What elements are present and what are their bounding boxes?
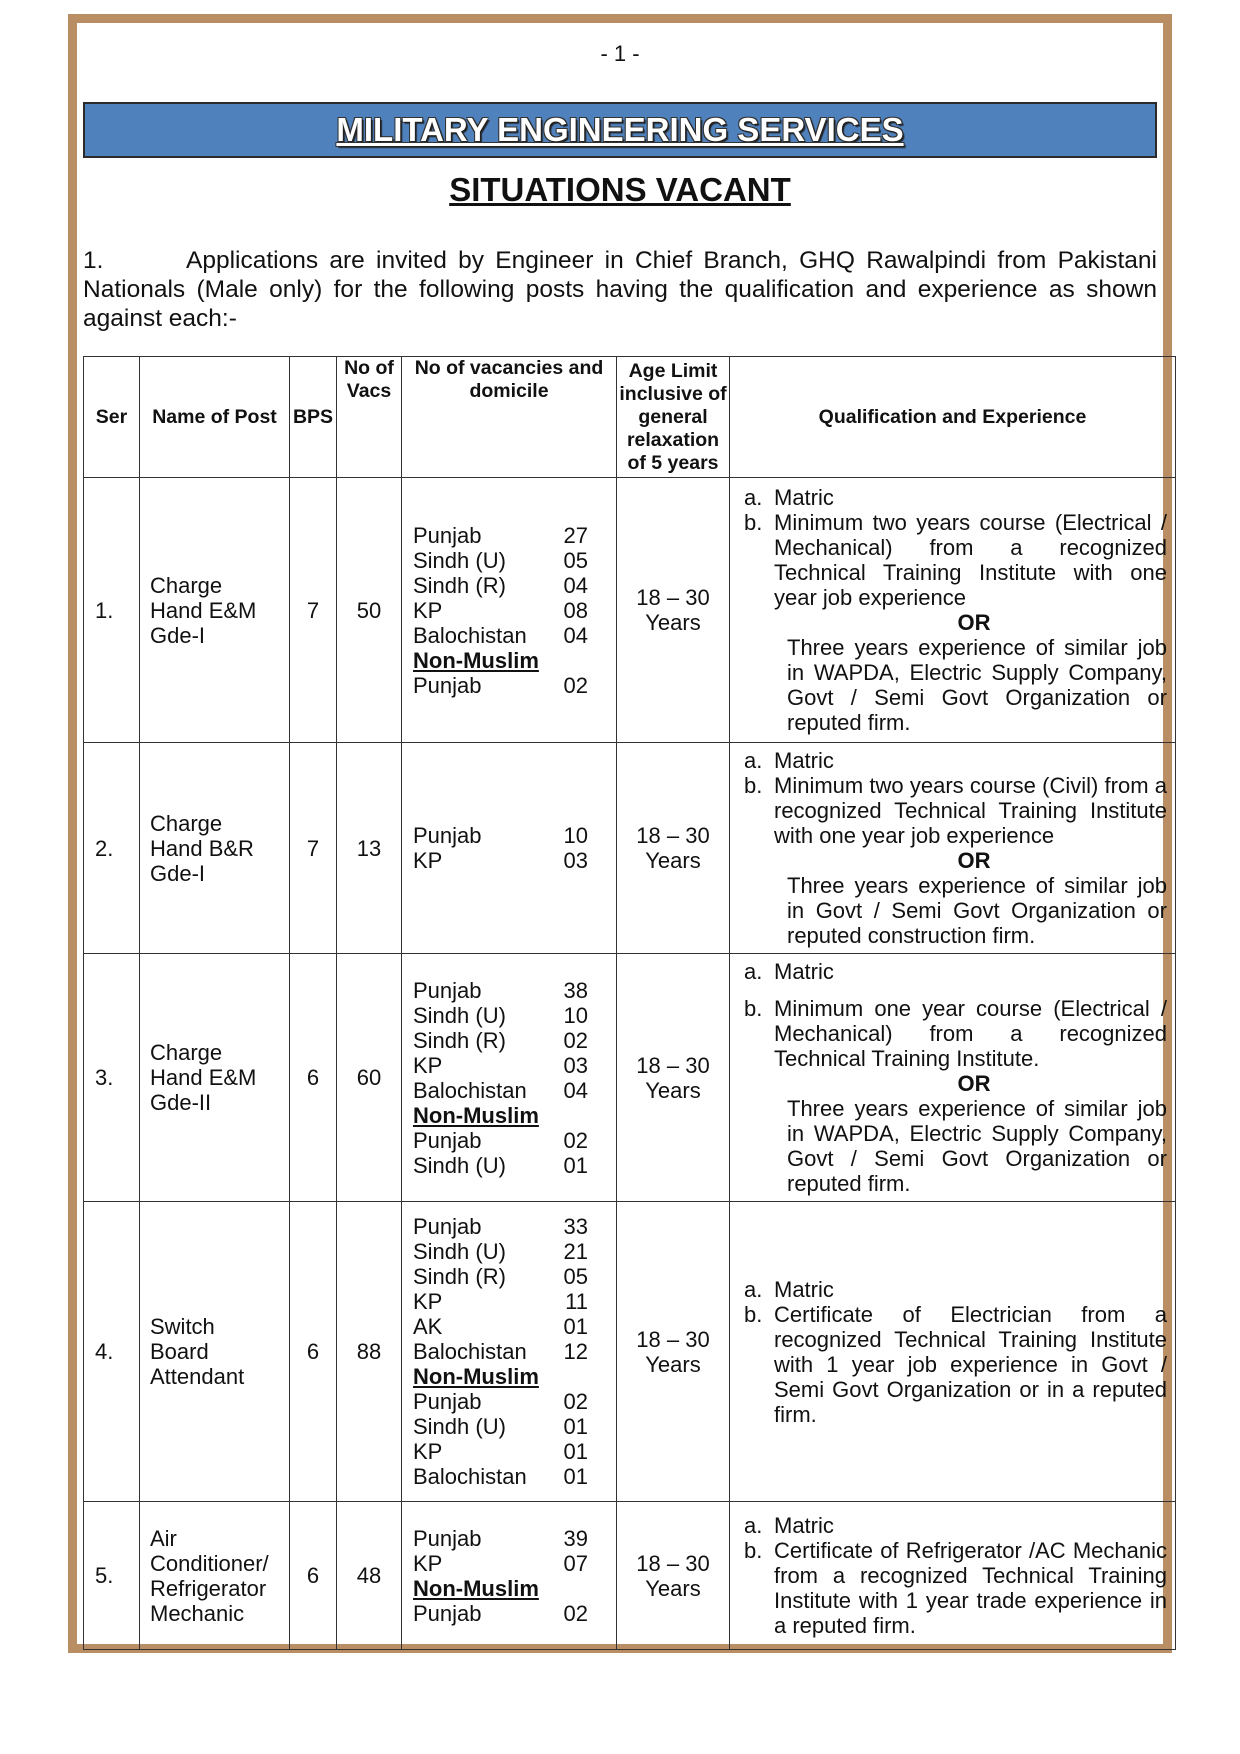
domicile-cell (402, 478, 617, 743)
spacer (731, 984, 1174, 996)
item-letter: b. (744, 773, 763, 798)
bps-cell: 6 (290, 954, 337, 1202)
post-name-line: Hand E&M (150, 1065, 257, 1090)
domicile-count: 04 (563, 622, 588, 648)
or-separator: OR (957, 1071, 991, 1096)
age-line: Years (645, 1575, 701, 1601)
domicile-count: 02 (563, 1027, 588, 1053)
domicile-name: Punjab (413, 522, 482, 548)
col-bps: BPS (290, 357, 337, 478)
non-muslim-heading: Non-Muslim (413, 647, 539, 673)
age-limit-cell (617, 954, 730, 1202)
ser-cell: 4. (84, 1202, 140, 1502)
vacs-cell: 48 (337, 1502, 402, 1650)
domicile-name: KP (413, 848, 443, 873)
table-row (84, 743, 1176, 954)
table-row (84, 954, 1176, 1202)
qualification-a (731, 485, 1174, 510)
post-name-cell (140, 743, 290, 954)
domicile-name: Punjab (413, 672, 482, 698)
post-name-line: Conditioner/ (150, 1550, 269, 1576)
domicile-entry (413, 623, 588, 648)
header-banner (83, 102, 1157, 158)
domicile-count: 02 (563, 1600, 588, 1626)
domicile-count: 21 (563, 1239, 588, 1264)
post-name-line: Gde-I (150, 860, 206, 886)
qualification-b (731, 510, 1174, 610)
qualification-cell (730, 1202, 1176, 1502)
qualification-b (731, 1302, 1174, 1427)
domicile-count: 02 (563, 1127, 588, 1153)
post-name-cell (140, 1502, 290, 1650)
domicile-entry (413, 1389, 588, 1414)
ser-cell: 2. (84, 743, 140, 954)
age-line: 18 – 30 (636, 1326, 710, 1352)
vacs-cell: 50 (337, 478, 402, 743)
qualification-a (731, 1277, 1174, 1302)
domicile-cell (402, 954, 617, 1202)
domicile-count: 04 (563, 572, 588, 598)
domicile-entry (413, 573, 588, 598)
item-letter: a. (744, 1276, 763, 1302)
qualification-cell (730, 743, 1176, 954)
domicile-name: Punjab (413, 1600, 482, 1626)
domicile-entry (413, 1239, 588, 1264)
col-domicile: No of vacancies and domicile (402, 357, 617, 478)
ser-cell: 1. (84, 478, 140, 743)
domicile-name: KP (413, 1550, 443, 1576)
item-text: Minimum two years course (Electrical / Mechanical) from a recognized Technical Training Institute with one year job experience (774, 510, 1167, 610)
domicile-name: KP (413, 1289, 443, 1314)
item-text: Minimum two years course (Civil) from a recognized Technical Training Institute with one year job experience (774, 773, 1167, 848)
non-muslim-heading: Non-Muslim (413, 1575, 539, 1601)
qualification-cell (730, 954, 1176, 1202)
qualification-alternative: Three years experience of similar job in Govt / Semi Govt Organization or reputed construction firm. (787, 873, 1167, 948)
qualification-a (731, 959, 1174, 984)
domicile-name: Balochistan (413, 1077, 527, 1103)
domicile-count: 11 (565, 1289, 588, 1314)
item-letter: a. (744, 1513, 763, 1538)
intro-text: Applications are invited by Engineer in Chief Branch, GHQ Rawalpindi from Pakistani Nationals (Male only) for the following posts having the qualification and experience as shown against each:- (83, 247, 1157, 332)
domicile-count: 10 (563, 823, 588, 848)
domicile-count: 05 (563, 547, 588, 573)
item-text: Matric (774, 1513, 834, 1538)
bps-cell: 6 (290, 1502, 337, 1650)
domicile-name: Sindh (R) (413, 1027, 506, 1053)
domicile-entry (413, 1439, 588, 1464)
post-name-line: Refrigerator (150, 1575, 267, 1601)
domicile-count: 07 (563, 1550, 588, 1576)
domicile-count: 01 (563, 1414, 588, 1439)
table-row (84, 1202, 1176, 1502)
age-line: Years (645, 848, 701, 873)
item-text: Minimum one year course (Electrical / Mechanical) from a recognized Technical Training Institute. (774, 996, 1167, 1071)
domicile-name: Punjab (413, 1214, 482, 1239)
item-text: Certificate of Refrigerator /AC Mechanic from a recognized Technical Training Institute with 1 year trade experience in a reputed firm. (774, 1538, 1167, 1638)
domicile-name: Punjab (413, 1127, 482, 1153)
bps-cell: 7 (290, 743, 337, 954)
post-name-line: Hand B&R (150, 835, 254, 861)
domicile-entry (413, 1314, 588, 1339)
domicile-count: 02 (563, 1389, 588, 1414)
age-limit-cell (617, 478, 730, 743)
col-post: Name of Post (140, 357, 290, 478)
item-text: Certificate of Electrician from a recognized Technical Training Institute with 1 year job experience in Govt / Semi Govt Organization or in a reputed firm. (774, 1301, 1167, 1427)
domicile-entry (413, 1289, 588, 1314)
table-row (84, 1502, 1176, 1650)
domicile-count: 39 (563, 1525, 588, 1551)
ser-cell: 3. (84, 954, 140, 1202)
item-text: Matric (774, 959, 834, 984)
bps-cell: 7 (290, 478, 337, 743)
item-letter: a. (744, 485, 763, 510)
age-line: Years (645, 1351, 701, 1377)
domicile-entry (413, 673, 588, 698)
post-name-cell (140, 954, 290, 1202)
domicile-count: 05 (563, 1264, 588, 1289)
domicile-entry (413, 1551, 588, 1576)
domicile-entry (413, 523, 588, 548)
page-frame (68, 14, 1172, 1653)
post-name-line: Air (150, 1525, 177, 1551)
age-line: Years (645, 610, 701, 635)
domicile-name: Balochistan (413, 1464, 527, 1489)
age-limit-cell (617, 1202, 730, 1502)
post-name-cell (140, 478, 290, 743)
domicile-count: 02 (563, 672, 588, 698)
age-limit-cell (617, 1502, 730, 1650)
post-name-line: Charge (150, 1040, 223, 1065)
domicile-entry (413, 1028, 588, 1053)
domicile-entry (413, 978, 588, 1003)
domicile-entry (413, 1214, 588, 1239)
domicile-entry (413, 1526, 588, 1551)
domicile-name: Punjab (413, 977, 482, 1003)
domicile-name: KP (413, 1439, 443, 1464)
non-muslim-heading: Non-Muslim (413, 1102, 539, 1128)
col-ser: Ser (84, 357, 140, 478)
qualification-alternative: Three years experience of similar job in WAPDA, Electric Supply Company, Govt / Semi Govt Organization or reputed firm. (787, 1096, 1167, 1196)
domicile-name: Punjab (413, 1525, 482, 1551)
post-name-line: Attendant (150, 1364, 245, 1389)
age-limit-cell (617, 743, 730, 954)
domicile-entry (413, 1003, 588, 1028)
col-age: Age Limit inclusive of general relaxation of 5 years (617, 357, 730, 478)
domicile-count: 38 (563, 977, 588, 1003)
domicile-name: Sindh (U) (413, 1152, 506, 1178)
domicile-name: Punjab (413, 823, 482, 848)
domicile-entry (413, 848, 588, 873)
item-text: Matric (774, 1276, 834, 1302)
paragraph-number: 1. (83, 247, 104, 274)
domicile-entry (413, 1128, 588, 1153)
age-line: 18 – 30 (636, 1052, 710, 1078)
domicile-name: Sindh (R) (413, 572, 506, 598)
qualification-a (731, 748, 1174, 773)
domicile-entry (413, 1264, 588, 1289)
intro-paragraph (83, 246, 1157, 333)
post-name-line: Gde-I (150, 622, 206, 648)
domicile-entry (413, 598, 588, 623)
bps-cell: 6 (290, 1202, 337, 1502)
domicile-name: Balochistan (413, 1339, 527, 1364)
domicile-name: Punjab (413, 1389, 482, 1414)
post-name-line: Board (150, 1339, 209, 1364)
col-qual: Qualification and Experience (730, 357, 1176, 478)
domicile-count: 03 (563, 848, 588, 873)
table-row (84, 478, 1176, 743)
item-letter: b. (744, 510, 763, 535)
domicile-cell (402, 1502, 617, 1650)
vacs-cell: 88 (337, 1202, 402, 1502)
post-name-line: Charge (150, 572, 223, 598)
domicile-count: 01 (563, 1464, 588, 1489)
post-name-line: Gde-II (150, 1090, 212, 1115)
ser-cell: 5. (84, 1502, 140, 1650)
domicile-count: 12 (563, 1339, 588, 1364)
post-name-line: Hand E&M (150, 597, 257, 623)
age-line: 18 – 30 (636, 1550, 710, 1576)
domicile-name: Sindh (U) (413, 1414, 506, 1439)
qualification-a (731, 1513, 1174, 1538)
age-line: 18 – 30 (636, 585, 710, 610)
domicile-entry (413, 823, 588, 848)
vacs-cell: 13 (337, 743, 402, 954)
qualification-b (731, 773, 1174, 848)
domicile-name: AK (413, 1314, 443, 1339)
page-number: - 1 - (600, 41, 640, 66)
domicile-entry (413, 1078, 588, 1103)
vacs-cell: 60 (337, 954, 402, 1202)
item-text: Matric (774, 485, 834, 510)
or-separator: OR (957, 610, 991, 635)
qualification-b (731, 996, 1174, 1071)
post-name-line: Switch (150, 1314, 215, 1339)
domicile-name: Sindh (U) (413, 1239, 506, 1264)
org-title: MILITARY ENGINEERING SERVICES (336, 111, 904, 148)
domicile-entry (413, 1414, 588, 1439)
item-letter: b. (744, 996, 763, 1021)
post-name-line: Mechanic (150, 1600, 245, 1626)
item-letter: b. (744, 1538, 763, 1563)
non-muslim-heading: Non-Muslim (413, 1364, 539, 1389)
age-line: 18 – 30 (636, 823, 710, 848)
qualification-cell (730, 1502, 1176, 1650)
domicile-count: 10 (563, 1002, 588, 1028)
or-separator: OR (957, 848, 991, 873)
item-letter: a. (744, 748, 763, 773)
domicile-count: 33 (563, 1214, 588, 1239)
page-title: SITUATIONS VACANT (449, 171, 791, 208)
domicile-entry (413, 1339, 588, 1364)
domicile-count: 03 (563, 1052, 588, 1078)
domicile-cell (402, 1202, 617, 1502)
age-line: Years (645, 1077, 701, 1103)
domicile-entry (413, 548, 588, 573)
domicile-name: Sindh (R) (413, 1264, 506, 1289)
domicile-cell (402, 743, 617, 954)
domicile-name: Sindh (U) (413, 1002, 506, 1028)
domicile-count: 27 (563, 522, 588, 548)
domicile-entry (413, 1601, 588, 1626)
domicile-name: KP (413, 597, 443, 623)
domicile-name: Sindh (U) (413, 547, 506, 573)
domicile-count: 01 (563, 1152, 588, 1178)
domicile-count: 04 (563, 1077, 588, 1103)
domicile-name: KP (413, 1052, 443, 1078)
item-text: Matric (774, 748, 834, 773)
item-letter: b. (744, 1301, 763, 1327)
domicile-entry (413, 1464, 588, 1489)
domicile-entry (413, 1153, 588, 1178)
col-vacs: No of Vacs (337, 357, 402, 478)
domicile-name: Balochistan (413, 622, 527, 648)
item-letter: a. (744, 959, 763, 984)
post-name-line: Charge (150, 810, 223, 836)
post-name-cell (140, 1202, 290, 1502)
domicile-count: 08 (563, 597, 588, 623)
qualification-cell (730, 478, 1176, 743)
vacancies-table (83, 356, 1176, 1650)
qualification-alternative: Three years experience of similar job in WAPDA, Electric Supply Company, Govt / Semi Govt Organization or reputed firm. (787, 635, 1167, 735)
domicile-count: 01 (563, 1314, 588, 1339)
qualification-b (731, 1538, 1174, 1638)
domicile-entry (413, 1053, 588, 1078)
domicile-count: 01 (563, 1439, 588, 1464)
